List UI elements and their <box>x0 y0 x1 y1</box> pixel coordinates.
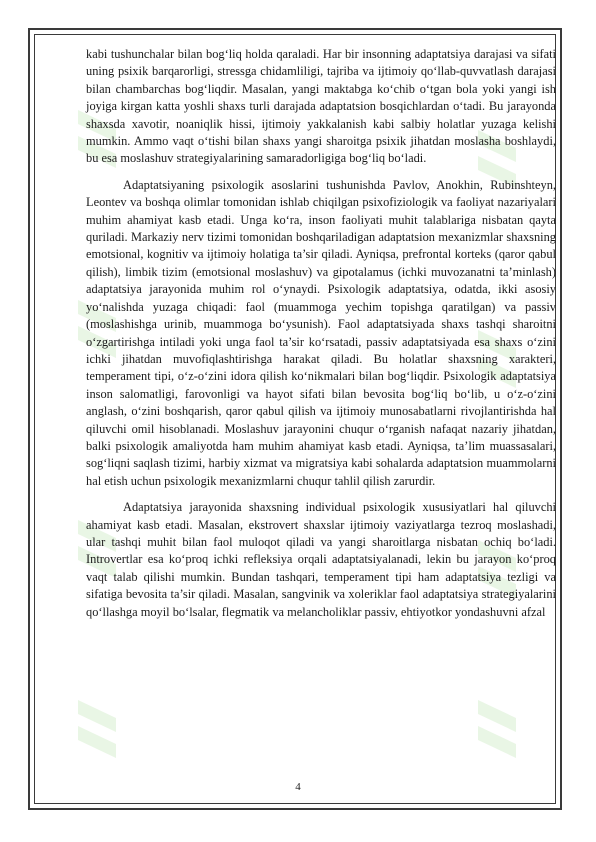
paragraph-1: kabi tushunchalar bilan bog‘liq holda qaraladi. Har bir insonning adaptatsiya darajasi va sifati uning psixik barqarorligi, stressga chidamliligi, tajriba va ijtimoiy qo‘llab-quvvatlash darajasi bilan chambarchas bog‘liqdir. Masalan, yangi maktabga ko‘chib o‘tgan bola yoki yangi ish joyiga kirgan katta yoshli shaxs turli darajada adaptatsion bosqichlardan o‘tadi. Bu jarayonda shaxsda xavotir, noaniqlik hissi, ijtimoiy yakkalanish kabi salbiy holatlar yuzaga kelishi mumkin. Ammo vaqt o‘tishi bilan shaxs yangi sharoitga psixik jihatdan moslasha boshlaydi, bu esa moslashuv strategiyalarining samaradorligiga bog‘liq bo‘ladi. <box>86 47 556 166</box>
paragraph-2: Adaptatsiyaning psixologik asoslarini tushunishda Pavlov, Anokhin, Rubinshteyn, Leontev va boshqa olimlar tomonidan ishlab chiqilgan psixofiziologik va faoliyat nazariyalari muhim ahamiyat kasb etadi. Unga ko‘ra, inson faoliyati muhit talablariga nisbatan qayta quriladi. Markaziy nerv tizimi tomonidan boshqariladigan adaptatsion mexanizmlar shaxsning emotsional, kognitiv va ijtimoiy holatiga ta’sir qiladi. Ayniqsa, prefrontal korteks (qaror qabul qilish), limbik tizim (emotsional moslashuv) va gipotalamus (ichki muvozanatni ta’minlash) adaptatsiya jarayonida muhim rol o‘ynaydi. Psixologik adaptatsiya, odatda, ikki asosiy yo‘nalishda yuzaga chiqadi: faol (muammoga yechim topishga qaratilgan) va passiv (moslashishga urinib, muammoga bo‘ysunish). Faol adaptatsiyada shaxs tashqi sharoitni o‘zgartirishga intiladi yoki unga faol ta’sir ko‘rsatadi, passiv adaptatsiyada esa shaxs o‘zini ichki jihatdan muvofiqlashtirishga harakat qiladi. Bu holatlar shaxsning xarakteri, temperament tipi, o‘z-o‘zini idora qilish ko‘nikmalari bilan bog‘liqdir. Psixologik adaptatsiya inson salomatligi, farovonligi va hayot sifati bilan bevosita bog‘liq bo‘lib, u o‘z-o‘zini anglash, o‘zini boshqarish, qaror qabul qilish va ijtimoiy munosabatlarni rivojlantirishda hal qiluvchi omil hisoblanadi. Moslashuv jarayonini chuqur o‘rganish nafaqat nazariy jihatdan, balki psixologik amaliyotda ham muhim ahamiyat kasb etadi. Ayniqsa, ta’lim muassasalari, sog‘liqni saqlash tizimi, harbiy xizmat va migratsiya kabi sohalarda adaptatsion muammolarni hal etish uchun psixologik mexanizmlarni chuqur tahlil qilish zarurdir. <box>86 177 556 488</box>
page-number: 4 <box>295 781 301 793</box>
paragraph-3: Adaptatsiya jarayonida shaxsning individual psixologik xususiyatlari hal qiluvchi ahamiyat kasb etadi. Masalan, ekstrovert shaxslar ijtimoiy vaziyatlarga tezroq moslashadi, ular tashqi muhit bilan faol muloqot qiladi va yangi sharoitlarga nisbatan ochiq bo‘ladi. Introvertlar esa ko‘proq ichki refleksiya orqali adaptatsiyalanadi, lekin bu jarayon ko‘proq vaqt talab qilishi mumkin. Bundan tashqari, temperament tipi ham adaptatsiya tezligi va sifatiga bevosita ta’sir qiladi. Masalan, sangvinik va xoleriklar faol adaptatsiya strategiyalarini qo‘llashga moyil bo‘lsalar, flegmatik va melancholiklar passiv, ehtiyotkor yondashuvni afzal <box>86 500 556 619</box>
document-body <box>86 46 556 630</box>
